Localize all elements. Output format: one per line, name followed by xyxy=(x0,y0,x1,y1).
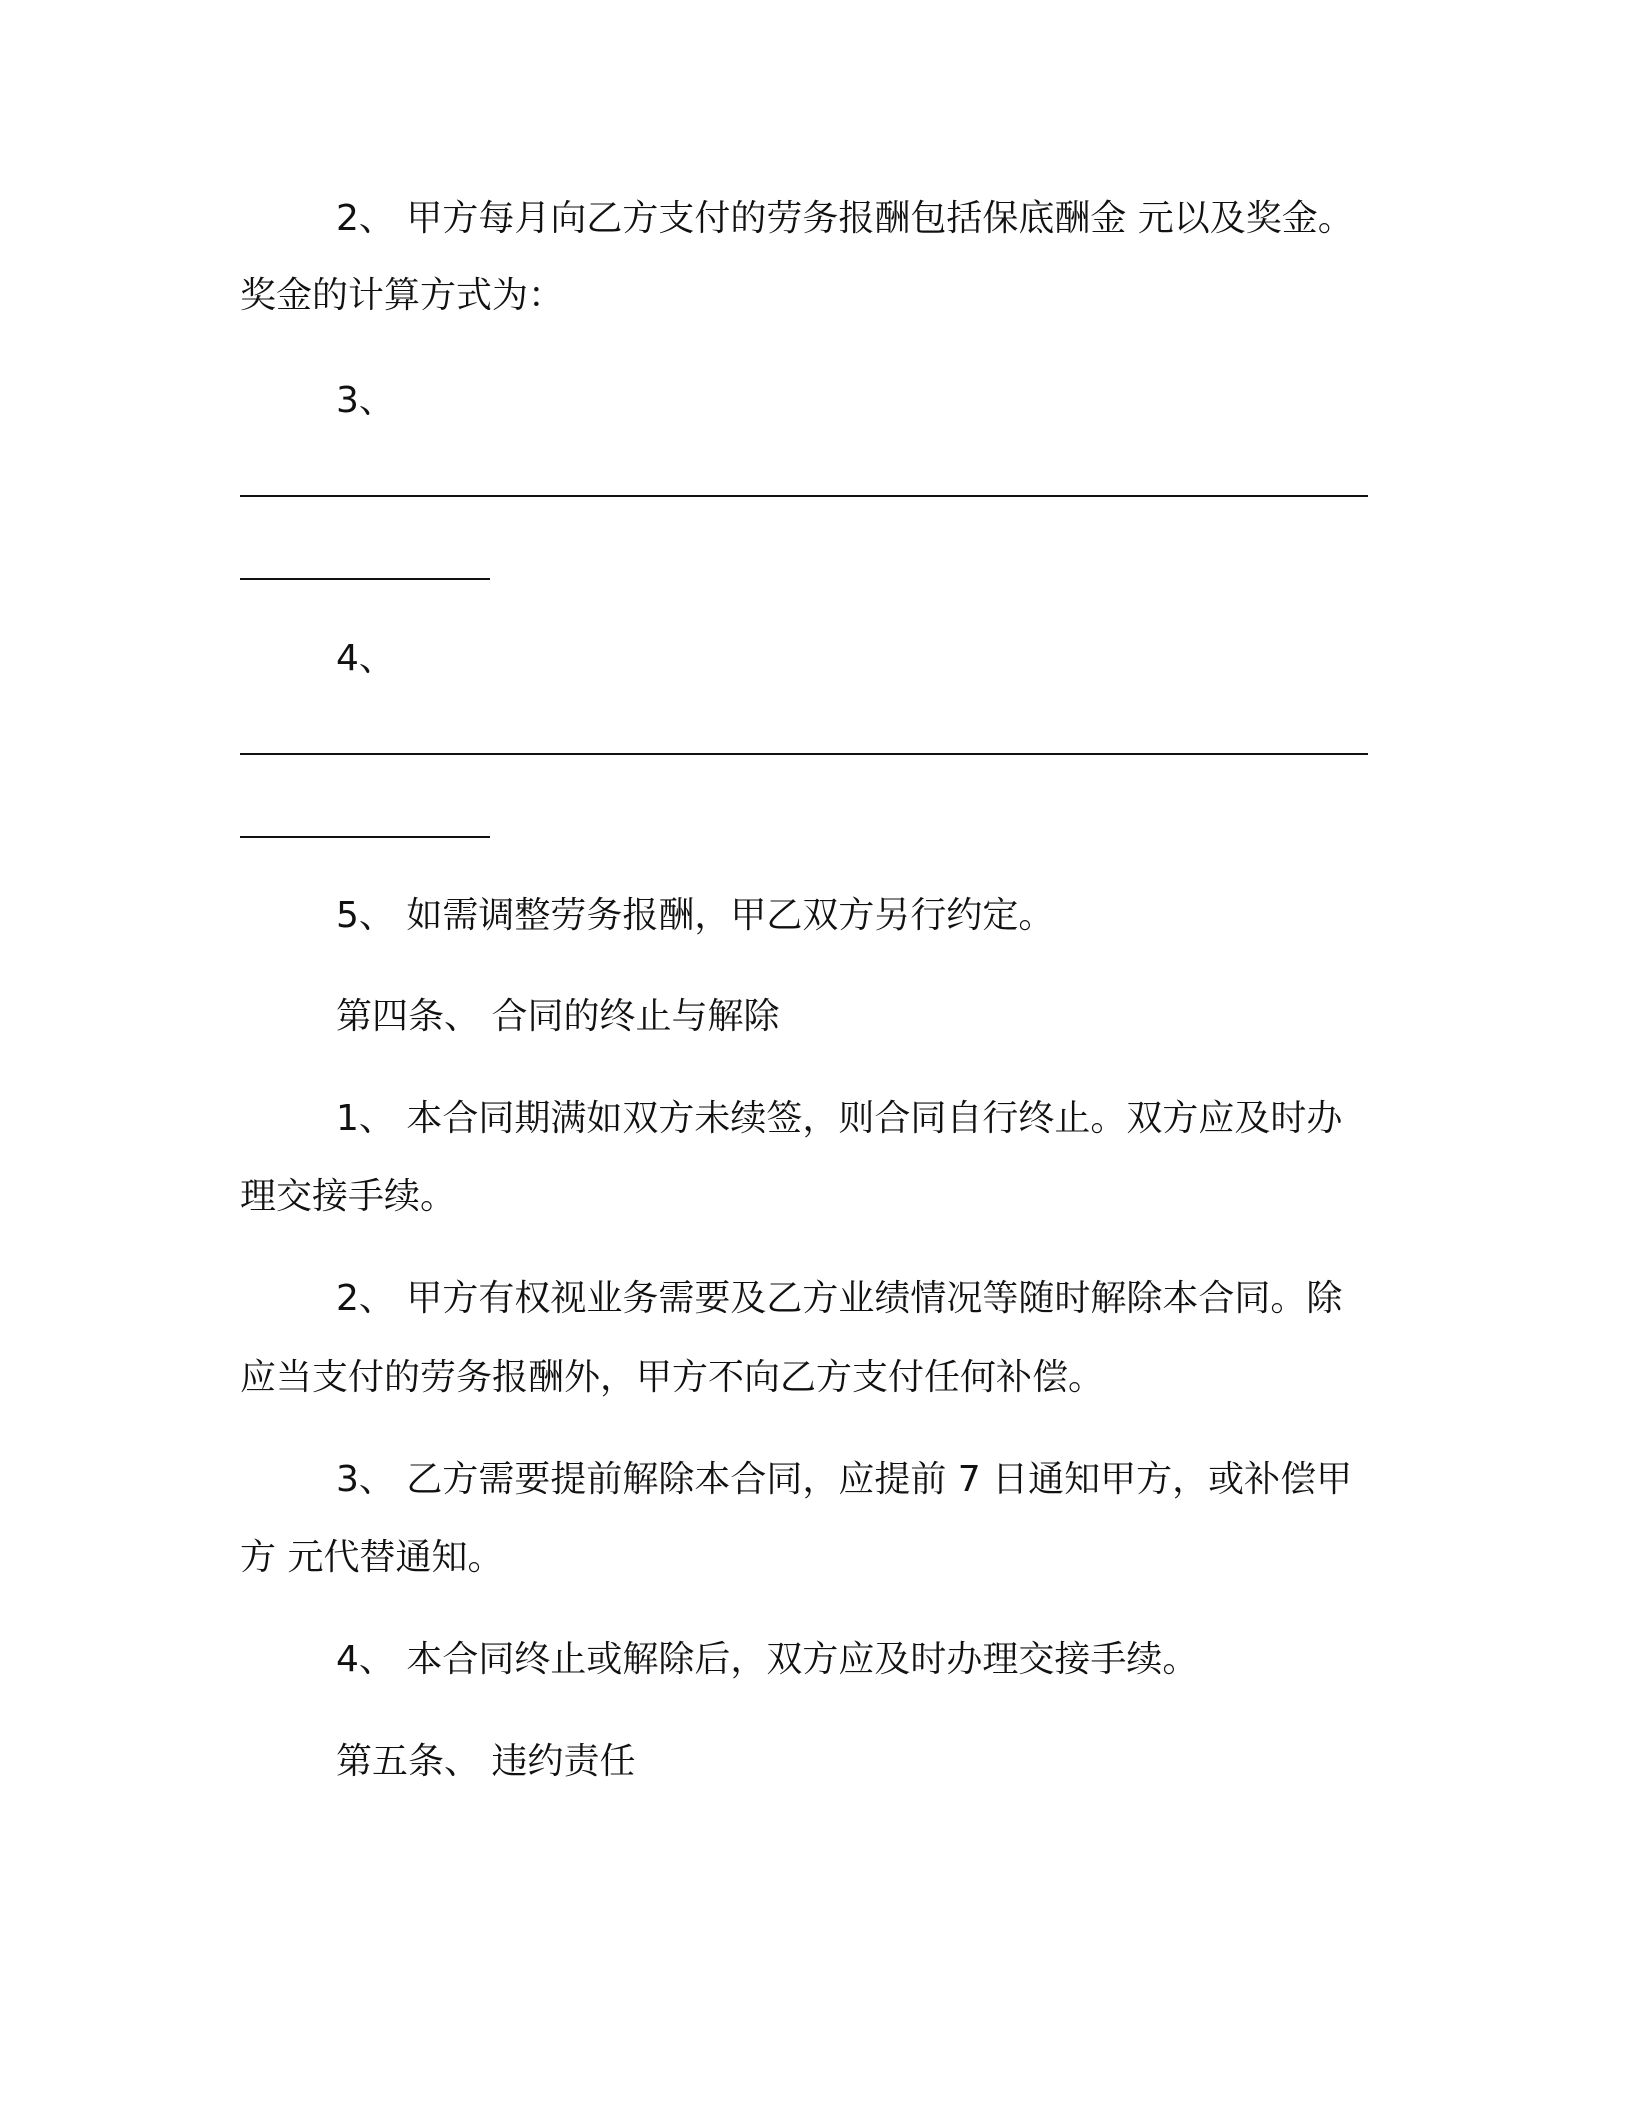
article-4-item-3-line-1: 3、 乙方需要提前解除本合同，应提前 7 日通知甲方，或补偿甲 xyxy=(336,1459,1353,1500)
clause-3-label: 3、 xyxy=(336,380,395,421)
article-4-item-2-line-1: 2、 甲方有权视业务需要及乙方业绩情况等随时解除本合同。除 xyxy=(336,1278,1343,1319)
article-4-item-2-line-2: 应当支付的劳务报酬外，甲方不向乙方支付任何补偿。 xyxy=(240,1357,1105,1398)
article-5-heading: 第五条、 违约责任 xyxy=(336,1741,636,1782)
article-4-item-3-line-2: 方 元代替通知。 xyxy=(240,1537,504,1578)
article-4-heading: 第四条、 合同的终止与解除 xyxy=(336,996,780,1037)
clause-4-blank-line-1 xyxy=(240,753,1368,755)
clause-4-blank-line-2 xyxy=(240,836,490,838)
clause-3-blank-line-1 xyxy=(240,495,1368,497)
clause-3-blank-line-2 xyxy=(240,578,490,580)
clause-5: 5、 如需调整劳务报酬，甲乙双方另行约定。 xyxy=(336,895,1055,936)
clause-2-line-1: 2、 甲方每月向乙方支付的劳务报酬包括保底酬金 元以及奖金。 xyxy=(336,198,1354,239)
clause-4-label: 4、 xyxy=(336,638,395,679)
article-4-item-1-line-2: 理交接手续。 xyxy=(240,1176,457,1217)
article-4-item-4: 4、 本合同终止或解除后，双方应及时办理交接手续。 xyxy=(336,1639,1199,1680)
article-4-item-1-line-1: 1、 本合同期满如双方未续签，则合同自行终止。双方应及时办 xyxy=(336,1098,1343,1139)
clause-2-line-2: 奖金的计算方式为： xyxy=(240,275,565,316)
